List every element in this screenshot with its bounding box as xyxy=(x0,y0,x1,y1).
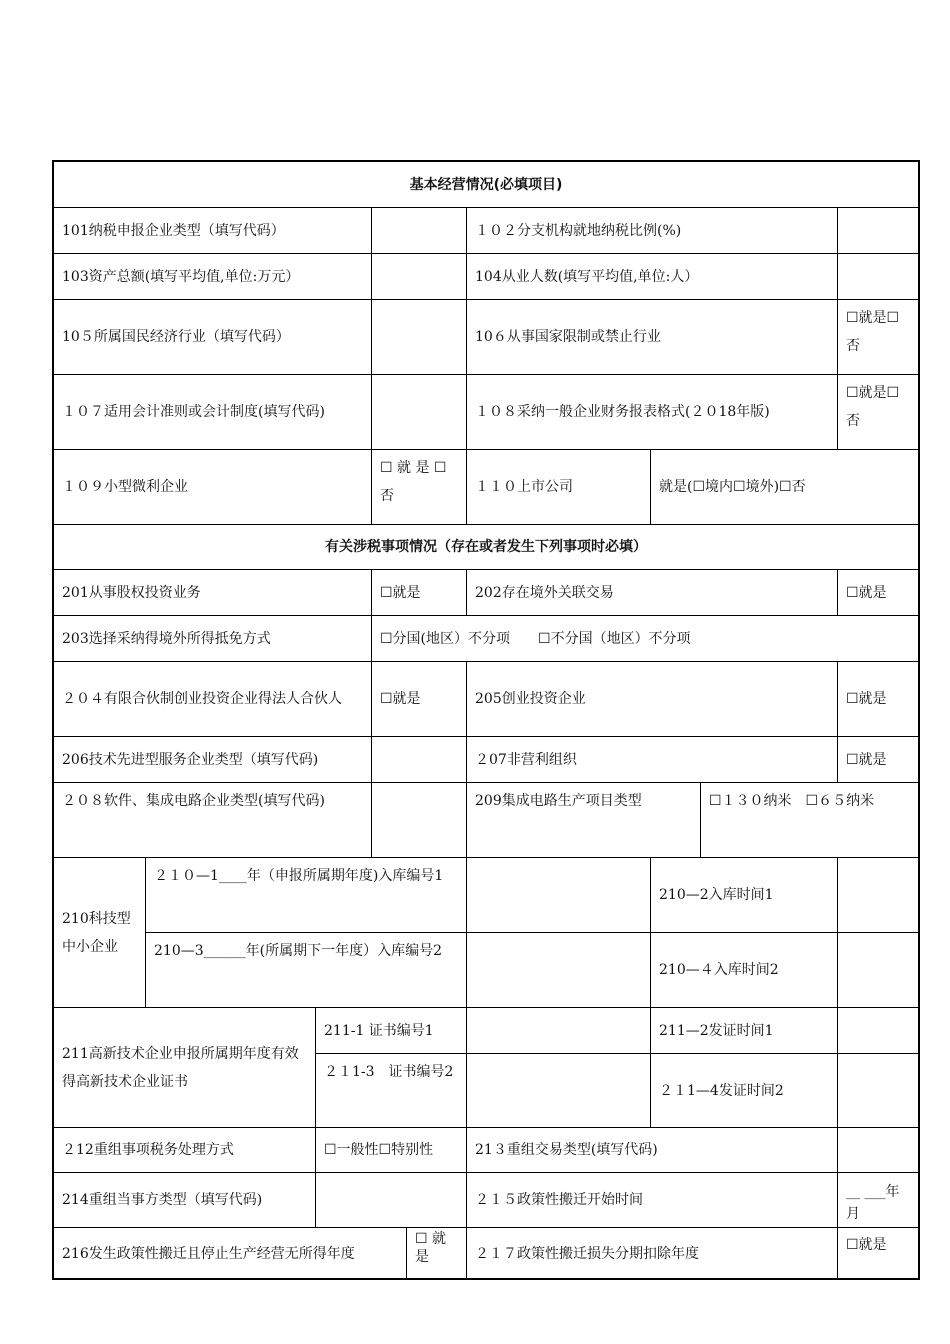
row-107-108 xyxy=(54,375,918,450)
label-211-4: ２１1—4发证时间2 xyxy=(651,1054,838,1128)
row-216-217 xyxy=(54,1228,918,1280)
value-211-3[interactable] xyxy=(467,1054,651,1128)
value-210-1[interactable] xyxy=(467,858,651,933)
label-213: 21３重组交易类型(填写代码) xyxy=(467,1128,838,1173)
option-207[interactable]: ☐就是 xyxy=(838,737,918,783)
option-205[interactable]: ☐就是 xyxy=(838,662,918,737)
label-210-2: 210—2入库时间1 xyxy=(651,858,838,933)
label-205: 205创业投资企业 xyxy=(467,662,838,737)
label-109: １０９小型微利企业 xyxy=(54,450,372,525)
option-217[interactable]: ☐就是 xyxy=(846,1237,887,1253)
label-210-1: ２１０—1____年（申报所属期年度)入库编号1 xyxy=(146,858,467,933)
value-210-2[interactable] xyxy=(838,858,918,933)
label-201: 201从事股权投资业务 xyxy=(54,570,372,616)
label-211-3: ２１1-3 证书编号2 xyxy=(316,1054,467,1128)
label-211: 211高新技术企业申报所属期年度有效得高新技术企业证书 xyxy=(54,1008,316,1128)
section1-header-row xyxy=(54,162,918,208)
value-102[interactable] xyxy=(838,208,918,254)
label-202: 202存在境外关联交易 xyxy=(467,570,838,616)
row-212-213 xyxy=(54,1128,918,1173)
value-210-4[interactable] xyxy=(838,933,918,1008)
option-204[interactable]: ☐就是 xyxy=(372,662,467,737)
option-201[interactable]: ☐就是 xyxy=(372,570,467,616)
value-213[interactable] xyxy=(838,1128,918,1173)
label-211-2: 211—2发证时间1 xyxy=(651,1008,838,1054)
value-211-1[interactable] xyxy=(467,1008,651,1054)
row-109-110 xyxy=(54,450,918,525)
label-214: 214重组当事方类型（填写代码) xyxy=(54,1173,316,1228)
value-103[interactable] xyxy=(372,254,467,300)
label-110: １１０上市公司 xyxy=(467,450,651,525)
label-104: 104从业人数(填写平均值,单位:人） xyxy=(467,254,838,300)
section1-title: 基本经营情况(必填项目) xyxy=(54,162,918,208)
label-210-3: 210—3______年(所属期下一年度）入库编号2 xyxy=(146,933,467,1008)
label-216: 216发生政策性搬迁且停止生产经营无所得年度 xyxy=(54,1228,407,1280)
label-211-1: 211-1 证书编号1 xyxy=(316,1008,467,1054)
row-105-106 xyxy=(54,300,918,375)
value-206[interactable] xyxy=(372,737,467,783)
label-102: １０２分支机构就地纳税比例(%) xyxy=(467,208,838,254)
row-203 xyxy=(54,616,918,662)
value-210-3[interactable] xyxy=(467,933,651,1008)
label-107: １０７适用会计准则或会计制度(填写代码) xyxy=(54,375,372,450)
row-214-215 xyxy=(54,1173,918,1228)
label-208: ２０８软件、集成电路企业类型(填写代码) xyxy=(54,783,372,858)
section2-header-row xyxy=(54,525,918,570)
value-104[interactable] xyxy=(838,254,918,300)
value-214[interactable] xyxy=(316,1173,467,1228)
row-211 xyxy=(54,1008,918,1128)
option-209[interactable]: ☐１３０纳米 ☐６５纳米 xyxy=(701,783,918,858)
label-215: ２１５政策性搬迁开始时间 xyxy=(467,1173,838,1228)
row-201-202 xyxy=(54,570,918,616)
option-109[interactable]: ☐ 就 是 ☐否 xyxy=(372,450,467,525)
row-208-209 xyxy=(54,783,918,858)
option-216[interactable]: ☐ 就是 xyxy=(407,1228,467,1280)
row-206-207 xyxy=(54,737,918,783)
tax-form-table xyxy=(52,160,920,1280)
option-203[interactable]: ☐分国(地区）不分项 ☐不分国（地区）不分项 xyxy=(372,616,918,662)
label-103: 103资产总额(填写平均值,单位:万元） xyxy=(54,254,372,300)
label-207: ２07非营利组织 xyxy=(467,737,838,783)
label-105: 10５所属国民经济行业（填写代码） xyxy=(54,300,372,375)
row-103-104 xyxy=(54,254,918,300)
value-101[interactable] xyxy=(372,208,467,254)
label-106: 10６从事国家限制或禁止行业 xyxy=(467,300,838,375)
label-101: 101纳税申报企业类型（填写代码） xyxy=(54,208,372,254)
label-209: 209集成电路生产项目类型 xyxy=(467,783,701,858)
option-108[interactable]: ☐就是☐否 xyxy=(838,375,918,450)
label-217: ２１７政策性搬迁损失分期扣除年度 xyxy=(467,1228,838,1280)
option-212[interactable]: ☐一般性☐特别性 xyxy=(316,1128,467,1173)
value-215[interactable]: __ ___年月 xyxy=(838,1173,918,1228)
section2-title: 有关涉税事项情况（存在或者发生下列事项时必填） xyxy=(54,525,918,570)
option-202[interactable]: ☐就是 xyxy=(838,570,918,616)
label-210: 210科技型中小企业 xyxy=(54,858,146,1008)
label-204: ２０４有限合伙制创业投资企业得法人合伙人 xyxy=(54,662,372,737)
label-210-4: 210—４入库时间2 xyxy=(651,933,838,1008)
value-211-2[interactable] xyxy=(838,1008,918,1054)
label-206: 206技术先进型服务企业类型（填写代码) xyxy=(54,737,372,783)
label-108: １０８采纳一般企业财务报表格式(２０18年版) xyxy=(467,375,838,450)
option-110[interactable]: 就是(☐境内☐境外)☐否 xyxy=(651,450,918,525)
value-105[interactable] xyxy=(372,300,467,375)
value-211-4[interactable] xyxy=(838,1054,918,1128)
row-101-102 xyxy=(54,208,918,254)
value-208[interactable] xyxy=(372,783,467,858)
value-107[interactable] xyxy=(372,375,467,450)
row-204-205 xyxy=(54,662,918,737)
row-210 xyxy=(54,858,918,1008)
label-212: ２12重组事项税务处理方式 xyxy=(54,1128,316,1173)
option-106[interactable]: ☐就是☐否 xyxy=(838,300,918,375)
label-203: 203选择采纳得境外所得抵免方式 xyxy=(54,616,372,662)
